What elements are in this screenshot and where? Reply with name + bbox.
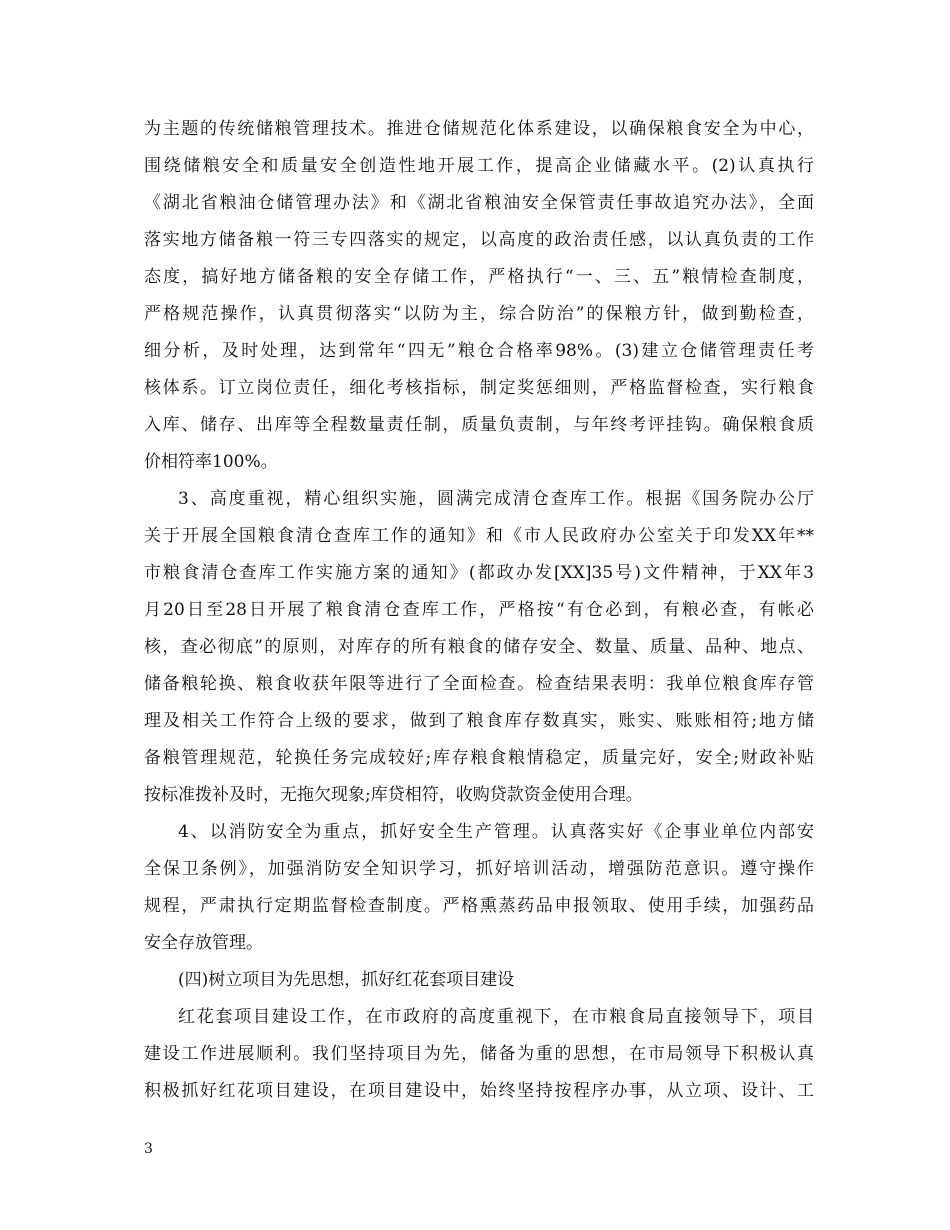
text-line: 理及相关工作符合上级的要求，做到了粮食库存数真实，账实、账账相符;地方储 bbox=[144, 711, 814, 731]
text-line: 月20日至28日开展了粮食清仓查库工作，严格按“有仓必到，有粮必查，有帐必 bbox=[144, 600, 814, 620]
text-line: 入库、储存、出库等全程数量责任制，质量负责制，与年终考评挂钩。确保粮食质 bbox=[144, 415, 814, 435]
text-line: 规程，严肃执行定期监督检查制度。严格熏蒸药品申报领取、使用手续，加强药品 bbox=[144, 896, 814, 916]
text-line: 落实地方储备粮一符三专四落实的规定，以高度的政治责任感，以认真负责的工作 bbox=[144, 230, 814, 250]
text-line: 态度，搞好地方储备粮的安全存储工作，严格执行“一、三、五”粮情检查制度， bbox=[144, 267, 814, 287]
text-line: 细分析，及时处理，达到常年“四无”粮仓合格率98%。(3)建立仓储管理责任考 bbox=[144, 341, 814, 361]
section-heading: (四)树立项目为先思想，抓好红花套项目建设 bbox=[178, 970, 515, 990]
text-line: 围绕储粮安全和质量安全创造性地开展工作，提高企业储藏水平。(2)认真执行 bbox=[144, 156, 814, 176]
page-number: 3 bbox=[144, 1141, 153, 1157]
text-line: 关于开展全国粮食清仓查库工作的通知》和《市人民政府办公室关于印发XX年** bbox=[144, 526, 814, 546]
text-line: 备粮管理规范，轮换任务完成较好;库存粮食粮情稳定，质量完好，安全;财政补贴 bbox=[144, 748, 814, 768]
paragraph-heading-line: 红花套项目建设工作，在市政府的高度重视下，在市粮食局直接领导下，项目 bbox=[178, 1007, 814, 1027]
text-line: 建设工作进展顺利。我们坚持项目为先，储备为重的思想，在市局领导下积极认真 bbox=[144, 1044, 814, 1064]
text-line: 积极抓好红花项目建设，在项目建设中，始终坚持按程序办事，从立项、设计、工 bbox=[144, 1081, 814, 1101]
text-line: 核体系。订立岗位责任，细化考核指标，制定奖惩细则，严格监督检查，实行粮食 bbox=[144, 378, 814, 398]
text-line: 储备粮轮换、粮食收获年限等进行了全面检查。检查结果表明：我单位粮食库存管 bbox=[144, 674, 814, 694]
text-line: 为主题的传统储粮管理技术。推进仓储规范化体系建设，以确保粮食安全为中心， bbox=[144, 119, 814, 139]
text-line: 市粮食清仓查库工作实施方案的通知》(都政办发[XX]35号)文件精神，于XX年3 bbox=[144, 563, 814, 583]
paragraph-heading-line: 3、高度重视，精心组织实施，圆满完成清仓查库工作。根据《国务院办公厅 bbox=[178, 489, 814, 509]
paragraph-heading-line: 4、以消防安全为重点，抓好安全生产管理。认真落实好《企事业单位内部安 bbox=[178, 822, 814, 842]
text-line: 《湖北省粮油仓储管理办法》和《湖北省粮油安全保管责任事故追究办法》，全面 bbox=[144, 193, 814, 213]
text-line: 安全存放管理。 bbox=[144, 933, 263, 953]
text-line: 严格规范操作，认真贯彻落实“以防为主，综合防治”的保粮方针，做到勤检查， bbox=[144, 304, 814, 324]
text-line: 价相符率100%。 bbox=[144, 452, 278, 472]
text-line: 核，查必彻底”的原则，对库存的所有粮食的储存安全、数量、质量、品种、地点、 bbox=[144, 637, 814, 657]
text-line: 全保卫条例》，加强消防安全知识学习，抓好培训活动，增强防范意识。遵守操作 bbox=[144, 859, 814, 879]
text-line: 按标准拨补及时，无拖欠现象;库贷相符，收购贷款资金使用合理。 bbox=[144, 785, 643, 805]
